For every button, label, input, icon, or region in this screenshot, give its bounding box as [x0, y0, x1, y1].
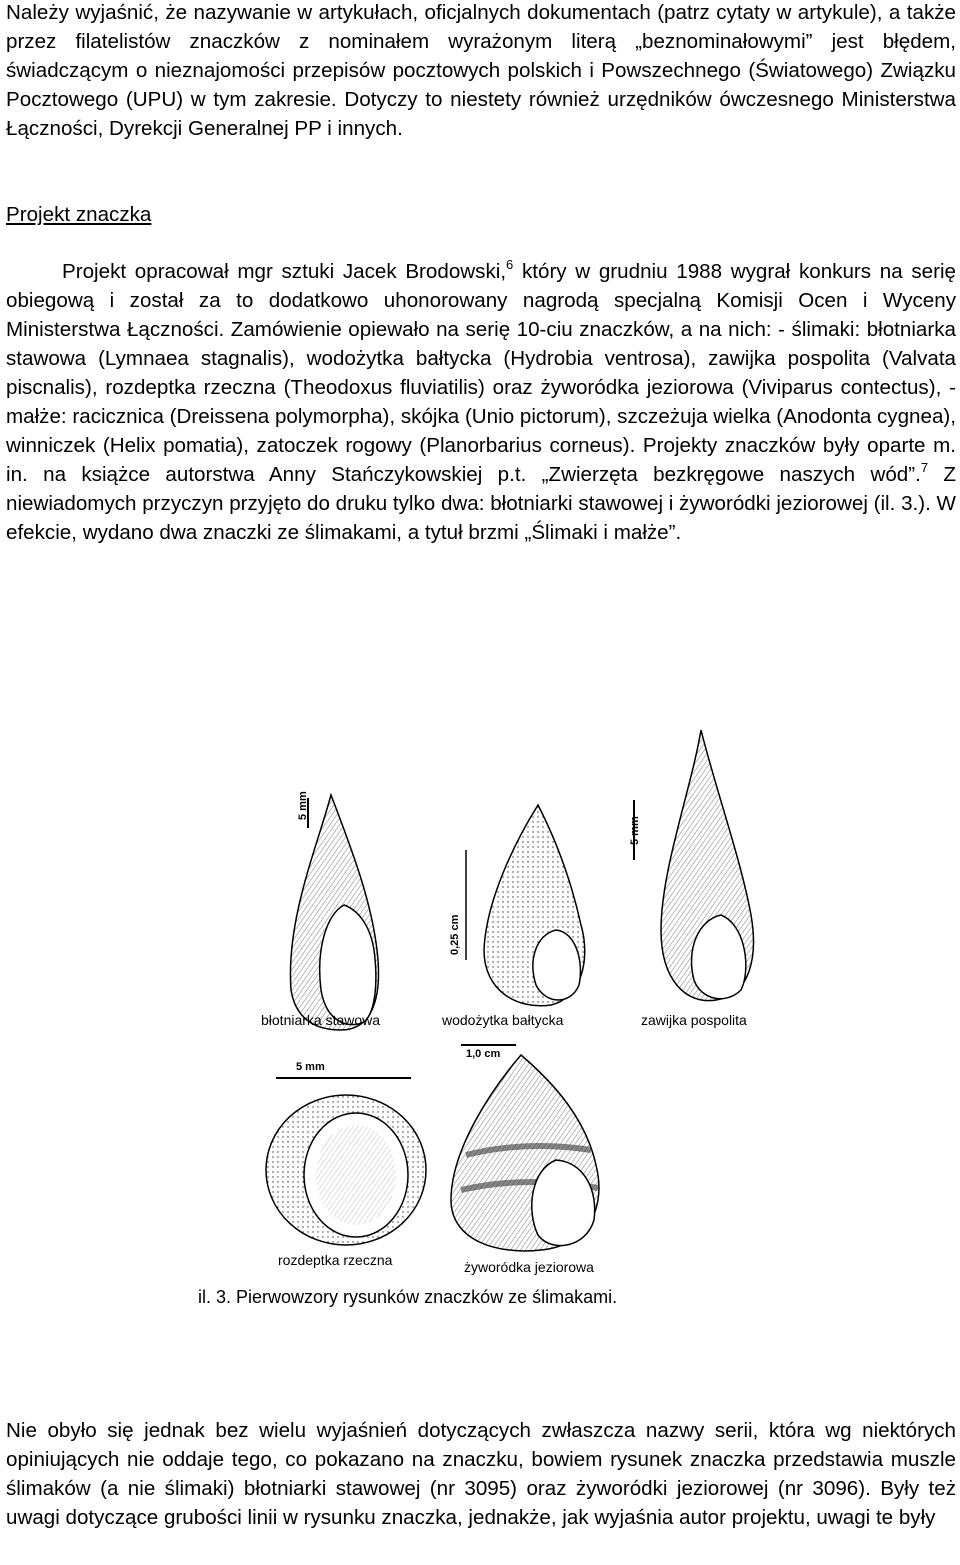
zyworodka-label: żyworódka jeziorowa [464, 1259, 594, 1275]
wodozytka-scale: 0,25 cm [449, 914, 461, 955]
blotniarka-scale: 5 mm [297, 791, 309, 820]
rozdeptka-label: rozdeptka rzeczna [278, 1252, 393, 1268]
figure-caption: il. 3. Pierwowzory rysunków znaczków ze ślimakami. [198, 1287, 618, 1307]
blotniarka-label: błotniarka stawowa [261, 1012, 381, 1028]
blotniarka-shell [290, 795, 378, 1030]
zyworodka-shell [451, 1055, 599, 1251]
paragraph-project-part1: Projekt opracował mgr sztuki Jacek Brodowski, [62, 260, 507, 283]
paragraph-project [6, 257, 956, 547]
rozdeptka-scale: 5 mm [296, 1061, 325, 1073]
wodozytka-label: wodożytka bałtycka [442, 1012, 564, 1028]
paragraph-end: Nie obyło się jednak bez wielu wyjaśnień dotyczących zwłaszcza nazwy serii, która wg niektórych opiniujących nie oddaje tego, co pokazano na znaczku, bowiem rysunek znaczka przedstawia muszle ślimaków (a nie ślimaki) błotniarki stawowej (nr 3095) oraz żyworódki jeziorowej (nr 3096). Były też uwagi dotyczące grubości linii w rysunku znaczka, jednakże, jak wyjaśnia autor projektu, uwagi te były [6, 1419, 956, 1529]
zyworodka-scale: 1,0 cm [466, 1048, 501, 1060]
snail-illustration [246, 700, 806, 1280]
rozdeptka-shell [266, 1095, 426, 1245]
zawijka-scale: 5 mm [629, 816, 641, 845]
footnote-ref-6: 6 [506, 257, 514, 272]
section-heading: Projekt znaczka [6, 203, 152, 226]
paragraph-intro: Należy wyjaśnić, że nazywanie w artykułach, oficjalnych dokumentach (patrz cytaty w artykule), a także przez filatelistów znaczków z nominałem wyrażonym literą „beznominałowymi” jest błędem, świadczącym o nieznajomości przepisów pocztowych polskich i Powszechnego (Światowego) Związku Pocztowego (UPU) w tym zakresie. Dotyczy to niestety również urzędników ówczesnego Ministerstwa Łączności, Dyrekcji Generalnej PP i innych. [6, 1, 956, 140]
footnote-ref-7: 7 [920, 460, 929, 475]
zawijka-label: zawijka pospolita [641, 1012, 747, 1028]
zawijka-shell [634, 730, 753, 1001]
paragraph-project-part2: który w grudniu 1988 wygrał konkurs na serię obiegową i został za to dodatkowo uhonorowany nagrodą specjalną Komisji Ocen i Wyceny Ministerstwa Łączności. Zamówienie opiewało na serię 10-ciu znaczków, a na nich: - ślimaki: błotniarka stawowa (Lymnaea stagnalis), wodożytka bałtycka (Hydrobia ventrosa), zawijka pospolita (Valvata piscnalis), rozdeptka rzeczna (Theodoxus fluviatilis) oraz żyworódka jeziorowa (Viviparus contectus), - małże: racicznica (Dreissena polymorpha), skójka (Unio pictorum), szczeżuja wielka (Anodonta cygnea), winniczek (Helix pomatia), zatoczek rogowy (Planorbarius corneus). Projekty znaczków były oparte m. in. na książce autorstwa Anny Stańczykowskiej p.t. „Zwierzęta bezkręgowe naszych wód”. [6, 260, 956, 486]
paragraph-project-part3: Z niewiadomych przyczyn przyjęto do druku tylko dwa: błotniarki stawowej i żyworódki jeziorowej (il. 3.). W efekcie, wydano dwa znaczki ze ślimakami, a tytuł brzmi „Ślimaki i małże”. [6, 463, 956, 544]
wodozytka-shell [466, 805, 585, 1006]
